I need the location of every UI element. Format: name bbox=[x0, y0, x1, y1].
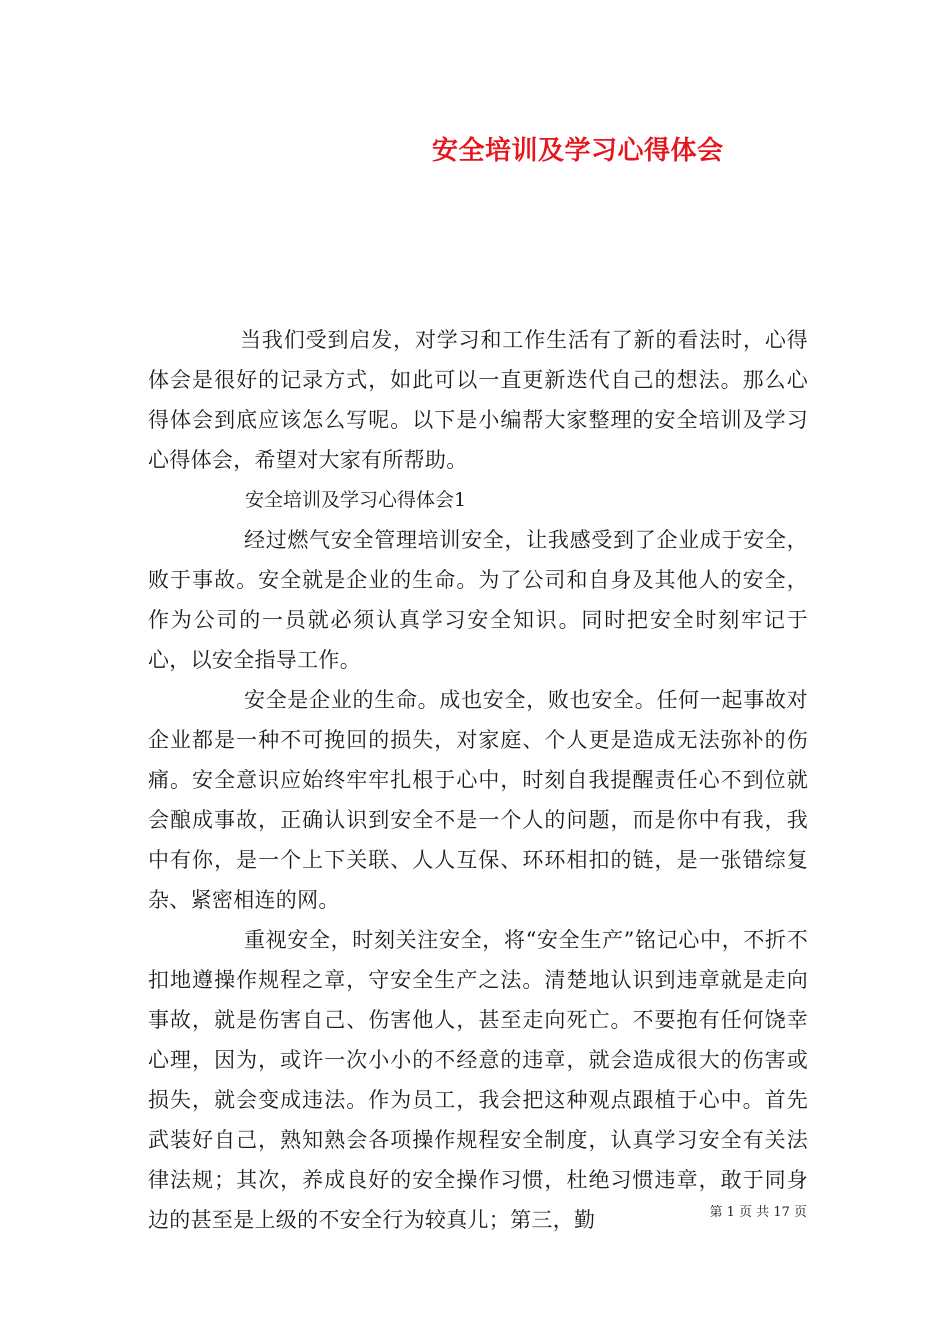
page-number-footer: 第 1 页 共 17 页 bbox=[709, 1205, 807, 1220]
body-paragraph-1: 经过燃气安全管理培训安全，让我感受到了企业成于安全，败于事故。安全就是企业的生命。为了公司和自身及其他人的安全，作为公司的一员就必须认真学习安全知识。同时把安全时刻牢记于心，以安全指导工作。 bbox=[148, 528, 808, 672]
section-heading: 安全培训及学习心得体会1 bbox=[245, 489, 467, 511]
page-title: 安全培训及学习心得体会 bbox=[432, 136, 724, 166]
intro-paragraph: 当我们受到启发，对学习和工作生活有了新的看法时，心得体会是很好的记录方式，如此可以一直更新迭代自己的想法。那么心得体会到底应该怎么写呢。以下是小编帮大家整理的安全培训及学习心得体会，希望对大家有所帮助。 bbox=[148, 328, 808, 472]
document-body bbox=[148, 320, 808, 1240]
body-paragraph-2: 安全是企业的生命。成也安全，败也安全。任何一起事故对企业都是一种不可挽回的损失，对家庭、个人更是造成无法弥补的伤痛。安全意识应始终牢牢扎根于心中，时刻自我提醒责任心不到位就会酿成事故，正确认识到安全不是一个人的问题，而是你中有我，我中有你，是一个上下关联、人人互保、环环相扣的链，是一张错综复杂、紧密相连的网。 bbox=[148, 688, 808, 912]
body-paragraph-3: 重视安全，时刻关注安全，将“安全生产”铭记心中，不折不扣地遵操作规程之章，守安全生产之法。清楚地认识到违章就是走向事故，就是伤害自己、伤害他人，甚至走向死亡。不要抱有任何饶幸心理，因为，或许一次小小的不经意的违章，就会造成很大的伤害或损失，就会变成违法。作为员工，我会把这种观点跟植于心中。首先武装好自己，熟知熟会各项操作规程安全制度，认真学习安全有关法律法规；其次，养成良好的安全操作习惯，杜绝习惯违章，敢于同身边的甚至是上级的不安全行为较真儿；第三，勤 bbox=[148, 928, 808, 1232]
